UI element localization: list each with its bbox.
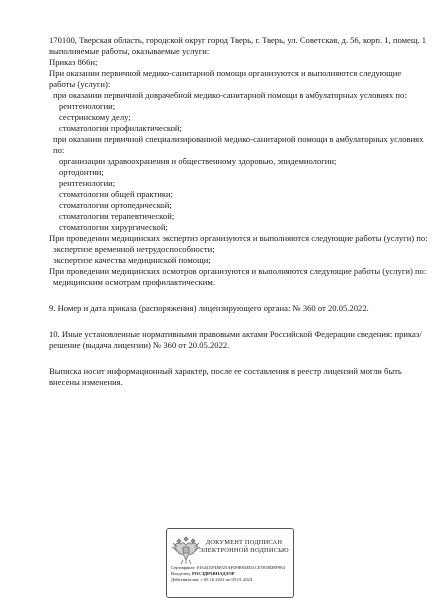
signature-title-line-1: ДОКУМЕНТ ПОДПИСАН (205, 539, 283, 546)
premedical-heading: при оказании первичной доврачебной медико-санитарной помощи в амбулаторных условиях по: (53, 90, 407, 100)
certificate-value: 01644I1FD0025AFD9B94ED1CE5058D8F984 (196, 565, 285, 570)
item-10-other-info: 10. Иные установленные нормативными правовыми актами Российской Федерации сведения: приказ/решение (выдача лицензии) № 360 от 20.05.2022. (49, 329, 422, 350)
item-9-order-number: 9. Номер и дата приказа (распоряжения) лицензирующего органа: № 360 от 20.05.2022. (49, 303, 369, 313)
signature-title-line-2: ЭЛЕКТРОННОЙ ПОДПИСЬЮ (199, 547, 289, 554)
list-item: рентгенологии; (59, 101, 116, 111)
signature-title (197, 539, 291, 555)
document-body (49, 35, 429, 388)
specialized-heading: при оказании первичной специализированной медико-санитарной помощи в амбулаторных условиях по: (53, 134, 424, 155)
validity-label: Действителен: (171, 577, 200, 583)
expertise-heading: При проведении медицинских экспертиз организуются и выполняются следующие работы (услуги) по: (49, 233, 428, 243)
electronic-signature-stamp (166, 528, 294, 598)
list-item: организации здравоохранения и общественному здоровью, эпидемиологии; (59, 156, 337, 166)
primary-care-heading: При оказании первичной медико-санитарной помощи организуются и выполняются следующие работы (услуги): (49, 68, 402, 89)
list-item: стоматологии профилактической; (59, 123, 182, 133)
list-item: рентгенологии; (59, 178, 116, 188)
exams-list (49, 277, 429, 288)
list-item: стоматологии общей практики; (59, 189, 173, 199)
list-item: сестринскому делу; (59, 112, 131, 122)
list-item: стоматологии терапевтической; (59, 211, 175, 221)
specialized-list (49, 156, 429, 233)
list-item: стоматологии хирургической; (59, 222, 168, 232)
list-item: экспертизе качества медицинской помощи; (53, 255, 211, 265)
owner-label: Владелец: (171, 571, 191, 577)
disclaimer-text: Выписка носит информационный характер, после ее составления в реестр лицензий могли быть внесены изменения. (49, 366, 402, 387)
order-reference: Приказ 866н; (49, 57, 98, 67)
list-item: экспертизе временной нетрудоспособности; (53, 244, 215, 254)
certificate-label: Сертификат: (171, 565, 196, 570)
validity-value: с 05.10.2022 по 05.01.2024 (200, 577, 253, 583)
owner-value: РОСЗДРАВНАДЗОР (192, 571, 235, 577)
expertise-list (49, 244, 429, 266)
list-item: ортодонтии; (59, 167, 104, 177)
signature-details (171, 565, 291, 584)
list-item: медицинским осмотрам профилактическим. (53, 277, 215, 287)
exams-heading: При проведении медицинских осмотров организуются и выполняются следующие работы (услуги) по: (49, 266, 427, 276)
address-text: 170100, Тверская область, городской округ город Тверь, г. Тверь, ул. Советская, д. 56, корп. 1, помещ. 1 (49, 35, 427, 45)
premedical-list (49, 101, 429, 134)
works-heading: выполняемые работы, оказываемые услуги: (49, 46, 210, 56)
list-item: стоматологии ортопедической; (59, 200, 172, 210)
validity-row (171, 577, 291, 583)
